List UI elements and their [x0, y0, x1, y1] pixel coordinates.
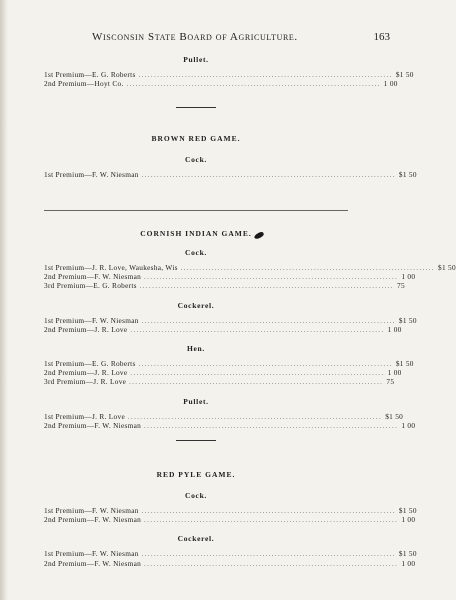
premium-amount: $1 50: [398, 549, 417, 559]
premium-entry: 1st Premium—E. G. Roberts: [44, 70, 136, 79]
premium-row: [44, 411, 404, 421]
class-heading: Cock.: [184, 155, 208, 164]
breed-title: BROWN RED GAME.: [151, 134, 241, 143]
leader-dots: ..................................................................................: [144, 275, 399, 282]
premium-amount: $1 50: [385, 411, 404, 421]
premium-row: [44, 263, 456, 272]
premium-amount: $1 50: [398, 170, 417, 179]
premium-amount: 1 00: [383, 79, 398, 89]
premium-row: [44, 315, 417, 325]
premium-row: [44, 377, 395, 387]
premium-amount: 1 00: [401, 515, 416, 525]
premium-amount: 75: [397, 281, 405, 291]
premium-entry: 2nd Premium—F. W. Niesman: [44, 558, 142, 568]
class-heading: Pullet.: [183, 55, 209, 64]
premium-entry: 2nd Premium—F. W. Niesman: [44, 420, 142, 430]
premium-amount: $1 50: [398, 506, 417, 515]
class-heading: Hen.: [186, 343, 205, 353]
premium-amount: 75: [386, 377, 395, 387]
premium-row: [44, 324, 402, 334]
leader-dots: ..................................................................................: [138, 361, 393, 368]
premium-row: [44, 358, 414, 368]
leader-dots: ..................................................................................: [141, 509, 396, 515]
breed-title: CORNISH INDIAN GAME.: [140, 229, 252, 238]
class-heading: Cock.: [184, 491, 208, 500]
section-rule: [44, 210, 348, 211]
premium-amount: 1 00: [387, 368, 402, 378]
class-heading: Pullet.: [183, 396, 209, 406]
premium-amount: $1 50: [438, 263, 456, 272]
page-edge-shadow: [0, 0, 8, 600]
breed-title: RED PYLE GAME.: [156, 470, 236, 479]
page-number: 163: [373, 31, 390, 43]
premium-amount: $1 50: [395, 358, 414, 368]
premium-amount: 1 00: [401, 272, 416, 282]
brown-red-section: [44, 134, 417, 179]
pullet-top-section: [44, 55, 414, 89]
premium-row: [44, 281, 405, 291]
premium-row: [44, 420, 416, 430]
leader-dots: ..................................................................................: [144, 423, 399, 430]
premium-entry: 2nd Premium—J. R. Love: [44, 368, 128, 378]
premium-entry: 1st Premium—F. W. Niesman: [44, 315, 139, 325]
leader-dots: ..................................................................................: [128, 414, 383, 421]
leader-dots: ..................................................................................: [130, 371, 385, 378]
premium-row: [44, 79, 398, 89]
section-divider: [176, 440, 216, 441]
leader-dots: ..................................................................................: [141, 318, 396, 325]
premium-row: [44, 515, 416, 525]
running-header: [92, 31, 390, 43]
premium-row: [44, 70, 414, 79]
premium-entry: 2nd Premium—F. W. Niesman: [44, 515, 142, 525]
premium-entry: 1st Premium—J. R. Love, Waukesha, Wis: [44, 263, 178, 272]
premium-entry: 2nd Premium—Hoyt Co.: [44, 79, 124, 89]
premium-row: [44, 549, 417, 559]
class-heading: Cockerel.: [177, 534, 215, 544]
leader-dots: ..................................................................................: [126, 82, 381, 89]
premium-row: [44, 558, 416, 568]
premium-entry: 3rd Premium—J. R. Love: [44, 377, 127, 387]
leader-dots: ..................................................................................: [138, 73, 393, 79]
leader-dots: ..................................................................................: [144, 561, 399, 568]
leader-dots: ..................................................................................: [144, 518, 399, 525]
premium-entry: 1st Premium—E. G. Roberts: [44, 358, 136, 368]
leader-dots: ..................................................................................: [180, 266, 435, 272]
section-divider: [176, 107, 216, 108]
premium-row: [44, 272, 416, 282]
leader-dots: ..................................................................................: [130, 327, 385, 334]
cornish-section: [44, 229, 456, 430]
premium-amount: 1 00: [387, 324, 402, 334]
premium-entry: 1st Premium—F. W. Niesman: [44, 170, 139, 179]
premium-amount: $1 50: [395, 70, 414, 79]
premium-entry: 1st Premium—F. W. Niesman: [44, 506, 139, 515]
premium-row: [44, 170, 417, 179]
premium-amount: $1 50: [398, 315, 417, 325]
leader-dots: ..................................................................................: [141, 173, 396, 179]
premium-row: [44, 368, 402, 378]
red-pyle-section: [44, 470, 417, 568]
premium-row: [44, 506, 417, 515]
class-heading: Cock.: [184, 248, 208, 257]
premium-amount: 1 00: [401, 558, 416, 568]
premium-entry: 2nd Premium—J. R. Love: [44, 324, 128, 334]
premium-entry: 2nd Premium—F. W. Niesman: [44, 272, 142, 282]
leader-dots: ..................................................................................: [139, 284, 395, 291]
premium-amount: 1 00: [401, 420, 416, 430]
premium-entry: 1st Premium—F. W. Niesman: [44, 549, 139, 559]
premium-entry: 3rd Premium—E. G. Roberts: [44, 281, 137, 291]
premium-entry: 1st Premium—J. R. Love: [44, 411, 125, 421]
header-title: Wisconsin State Board of Agriculture.: [92, 31, 298, 43]
class-heading: Cockerel.: [177, 300, 215, 310]
leader-dots: ..................................................................................: [141, 552, 396, 559]
leader-dots: ..................................................................................: [129, 380, 384, 387]
